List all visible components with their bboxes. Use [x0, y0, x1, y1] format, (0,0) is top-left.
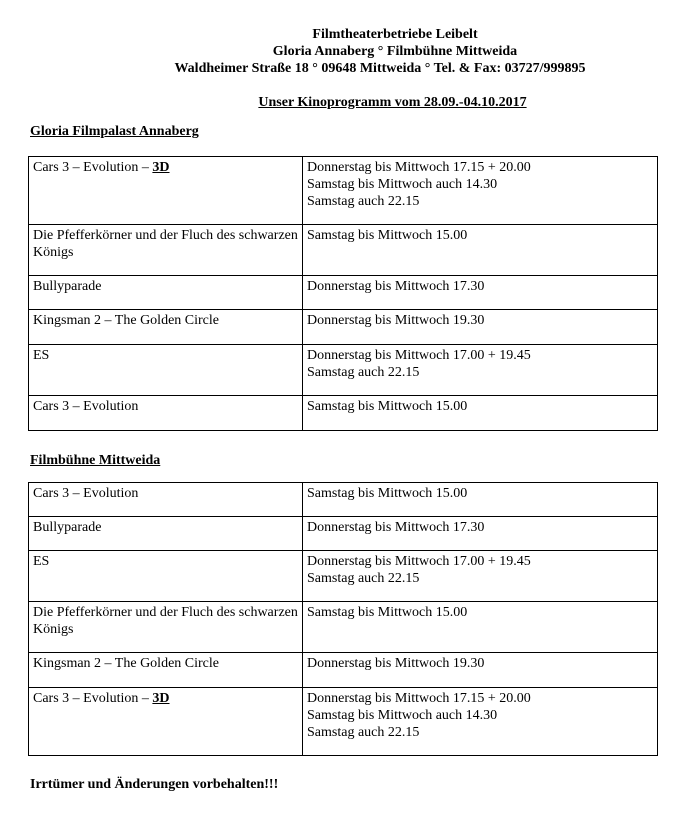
schedule-cell	[303, 653, 658, 688]
schedule-cell	[303, 483, 658, 517]
section-title-mittweida: Filmbühne Mittweida	[30, 453, 161, 468]
film-title: ES	[33, 348, 50, 363]
table-row	[29, 310, 658, 345]
film-title: Die Pfefferkörner und der Fluch des schwarzen Königs	[33, 228, 298, 260]
film-title: Cars 3 – Evolution	[33, 399, 139, 414]
film-cell	[29, 276, 303, 310]
film-title: Kingsman 2 – The Golden Circle	[33, 656, 219, 671]
showtime-line: Donnerstag bis Mittwoch 19.30	[307, 313, 485, 328]
film-cell	[29, 396, 303, 431]
showtime-line: Samstag bis Mittwoch 15.00	[307, 486, 468, 501]
schedule-cell	[303, 276, 658, 310]
schedule-table-annaberg	[28, 156, 658, 431]
film-cell	[29, 345, 303, 396]
format-3d-label: 3D	[152, 160, 170, 175]
table-row	[29, 483, 658, 517]
film-cell	[29, 602, 303, 653]
letterhead	[0, 26, 695, 77]
schedule-cell	[303, 225, 658, 276]
showtime-line: Donnerstag bis Mittwoch 17.00 + 19.45	[307, 554, 531, 569]
table-row	[29, 551, 658, 602]
schedule-cell	[303, 345, 658, 396]
cinema-names: Gloria Annaberg ° Filmbühne Mittweida	[272, 44, 518, 59]
film-title: Die Pfefferkörner und der Fluch des schwarzen Königs	[33, 605, 298, 637]
film-cell	[29, 483, 303, 517]
showtime-line: Samstag bis Mittwoch 15.00	[307, 228, 468, 243]
format-3d-label: 3D	[152, 691, 170, 706]
film-cell	[29, 310, 303, 345]
schedule-table-mittweida	[28, 482, 658, 756]
showtime-line: Samstag auch 22.15	[307, 194, 420, 209]
section-title-annaberg: Gloria Filmpalast Annaberg	[30, 124, 199, 139]
company-address: Waldheimer Straße 18 ° 09648 Mittweida ° Tel. & Fax: 03727/999895	[174, 61, 586, 76]
table-row	[29, 225, 658, 276]
table-row	[29, 688, 658, 756]
schedule-cell	[303, 310, 658, 345]
film-cell	[29, 688, 303, 756]
table-row	[29, 345, 658, 396]
schedule-cell	[303, 396, 658, 431]
disclaimer: Irrtümer und Änderungen vorbehalten!!!	[30, 777, 279, 792]
showtime-line: Samstag bis Mittwoch auch 14.30	[307, 708, 498, 723]
film-title: Cars 3 – Evolution –	[33, 691, 153, 706]
program-title-text: Unser Kinoprogramm vom 28.09.-04.10.2017	[258, 95, 527, 110]
showtime-line: Samstag auch 22.15	[307, 725, 420, 740]
film-cell	[29, 225, 303, 276]
showtime-line: Samstag bis Mittwoch auch 14.30	[307, 177, 498, 192]
film-cell	[29, 157, 303, 225]
table-row	[29, 602, 658, 653]
showtime-line: Samstag auch 22.15	[307, 365, 420, 380]
schedule-cell	[303, 157, 658, 225]
table-row	[29, 517, 658, 551]
film-title: Bullyparade	[33, 520, 102, 535]
showtime-line: Donnerstag bis Mittwoch 17.30	[307, 279, 485, 294]
film-title: Cars 3 – Evolution –	[33, 160, 153, 175]
film-title: ES	[33, 554, 50, 569]
film-title: Kingsman 2 – The Golden Circle	[33, 313, 219, 328]
film-title: Bullyparade	[33, 279, 102, 294]
table-row	[29, 653, 658, 688]
showtime-line: Samstag bis Mittwoch 15.00	[307, 399, 468, 414]
table-row	[29, 396, 658, 431]
showtime-line: Donnerstag bis Mittwoch 17.00 + 19.45	[307, 348, 531, 363]
schedule-cell	[303, 517, 658, 551]
showtime-line: Donnerstag bis Mittwoch 17.30	[307, 520, 485, 535]
film-title: Cars 3 – Evolution	[33, 486, 139, 501]
showtime-line: Donnerstag bis Mittwoch 19.30	[307, 656, 485, 671]
showtime-line: Samstag bis Mittwoch 15.00	[307, 605, 468, 620]
film-cell	[29, 517, 303, 551]
schedule-cell	[303, 602, 658, 653]
company-name: Filmtheaterbetriebe Leibelt	[312, 27, 478, 42]
schedule-cell	[303, 551, 658, 602]
table-row	[29, 276, 658, 310]
table-row	[29, 157, 658, 225]
showtime-line: Samstag auch 22.15	[307, 571, 420, 586]
showtime-line: Donnerstag bis Mittwoch 17.15 + 20.00	[307, 691, 531, 706]
schedule-cell	[303, 688, 658, 756]
film-cell	[29, 653, 303, 688]
program-title	[0, 94, 695, 111]
film-cell	[29, 551, 303, 602]
showtime-line: Donnerstag bis Mittwoch 17.15 + 20.00	[307, 160, 531, 175]
